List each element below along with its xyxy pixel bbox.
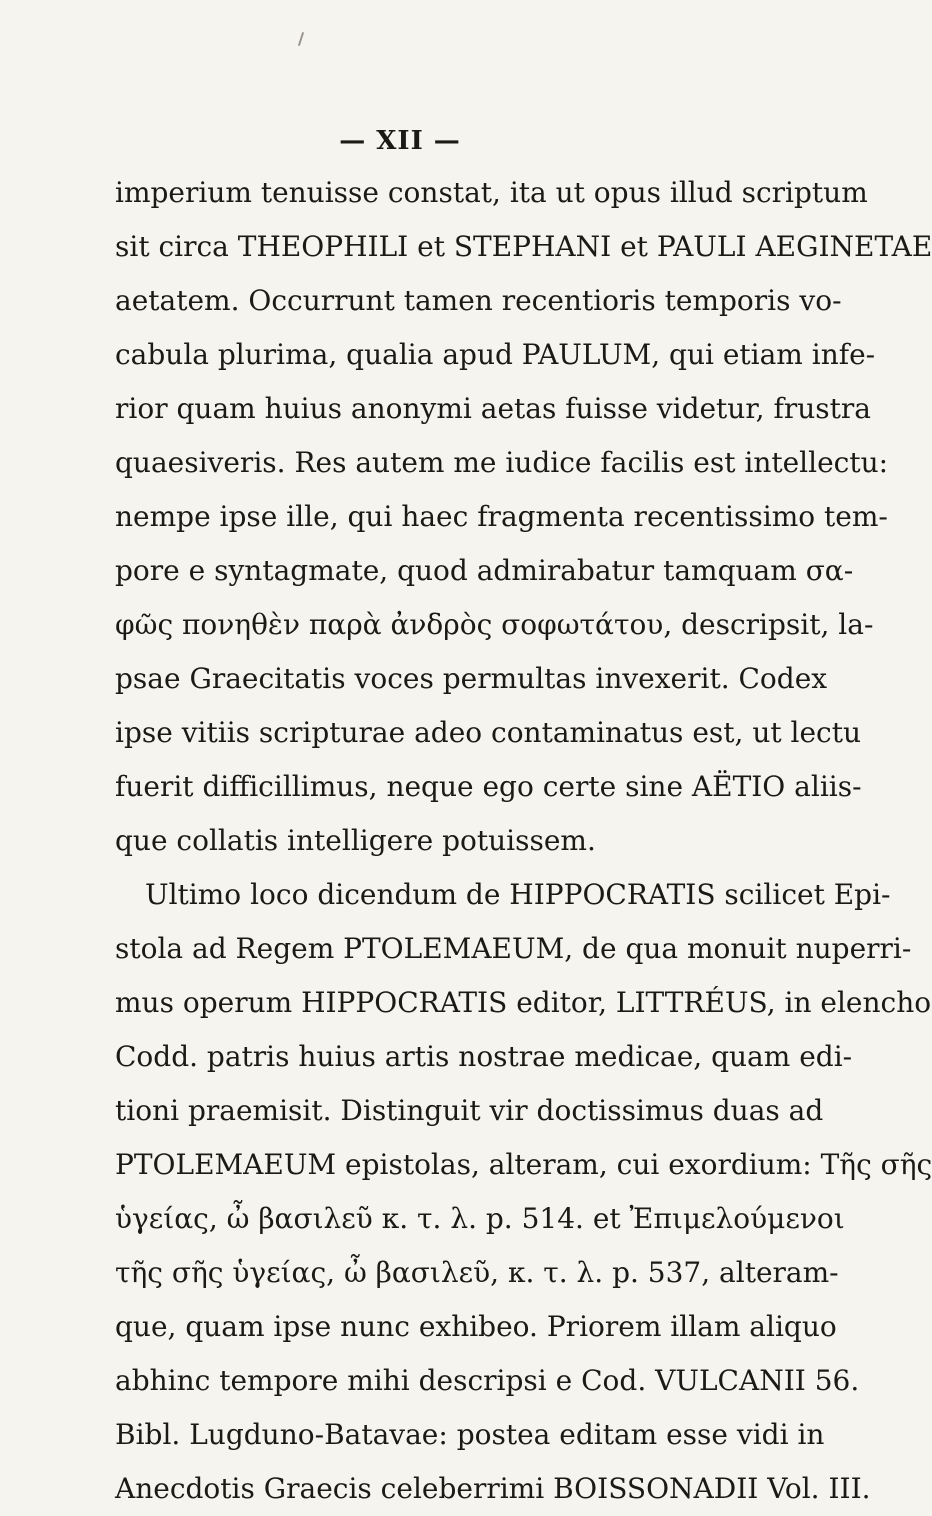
page-number-header: — XII — xyxy=(339,126,461,156)
text-line: PTOLEMAEUM epistolas, alteram, cui exordium: Τῆς σῆς xyxy=(115,1148,932,1181)
text-line: mus operum HIPPOCRATIS editor, LITTRÉUS, in elencho xyxy=(115,986,932,1019)
text-line: aetatem. Occurrunt tamen recentioris temporis vo- xyxy=(115,284,842,317)
text-line: abhinc tempore mihi descripsi e Cod. VULCANII 56. xyxy=(115,1364,860,1397)
text-line: psae Graecitatis voces permultas invexerit. Codex xyxy=(115,662,828,695)
text-line: Codd. patris huius artis nostrae medicae, quam edi- xyxy=(115,1040,853,1073)
paragraph-start-line: Ultimo loco dicendum de HIPPOCRATIS scilicet Epi- xyxy=(145,878,891,911)
text-line: nempe ipse ille, qui haec fragmenta recentissimo tem- xyxy=(115,500,888,533)
text-line: quaesiveris. Res autem me iudice facilis est intellectu: xyxy=(115,446,889,479)
text-line: Bibl. Lugduno-Batavae: postea editam esse vidi in xyxy=(115,1418,825,1451)
text-line: φῶς πονηθὲν παρὰ ἀνδρὸς σοφωτάτου, descripsit, la- xyxy=(115,608,874,641)
text-line: stola ad Regem PTOLEMAEUM, de qua monuit nuperri- xyxy=(115,932,912,965)
text-line: rior quam huius anonymi aetas fuisse videtur, frustra xyxy=(115,392,871,425)
ink-mark xyxy=(298,32,304,46)
text-line: pore e syntagmate, quod admirabatur tamquam σα- xyxy=(115,554,854,587)
text-line: que, quam ipse nunc exhibeo. Priorem illam aliquo xyxy=(115,1310,837,1343)
body-text xyxy=(115,166,932,1516)
text-line: Anecdotis Graecis celeberrimi BOISSONADII Vol. III. xyxy=(115,1472,871,1505)
text-line: fuerit difficillimus, neque ego certe sine AËTIO aliis- xyxy=(115,770,862,803)
text-line: cabula plurima, qualia apud PAULUM, qui etiam infe- xyxy=(115,338,876,371)
text-line: τῆς σῆς ὑγείας, ὦ βασιλεῦ, κ. τ. λ. p. 537, alteram- xyxy=(115,1256,839,1289)
text-line: imperium tenuisse constat, ita ut opus illud scriptum xyxy=(115,176,868,209)
text-line: tioni praemisit. Distinguit vir doctissimus duas ad xyxy=(115,1094,824,1127)
text-line: ipse vitiis scripturae adeo contaminatus est, ut lectu xyxy=(115,716,861,749)
text-line: sit circa THEOPHILI et STEPHANI et PAULI AEGINETAE xyxy=(115,230,932,263)
text-line: ὑγείας, ὦ βασιλεῦ κ. τ. λ. p. 514. et Ἐπιμελούμενοι xyxy=(115,1202,845,1235)
paragraph-end-line: que collatis intelligere potuissem. xyxy=(115,824,596,857)
